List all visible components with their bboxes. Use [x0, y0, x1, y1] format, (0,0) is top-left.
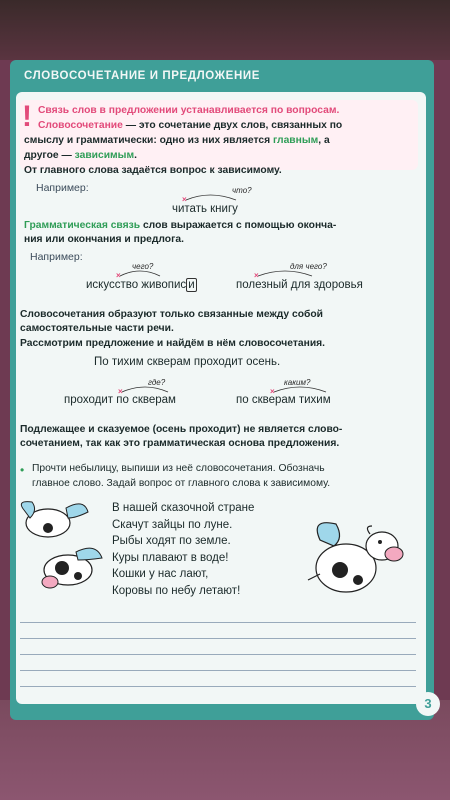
paragraph-line: Рассмотрим предложение и найдём в нём словосочетания. [20, 338, 326, 349]
grammar-line-2: ния или окончания и предлога. [24, 234, 184, 245]
main-word-marker: × [118, 387, 123, 396]
page-number-badge: 3 [416, 692, 440, 716]
exclamation-icon: ! [22, 100, 32, 133]
rule-term-phrase: Словосочетание [38, 120, 123, 131]
rule-line-3 [24, 134, 330, 148]
example-question: где? [148, 378, 166, 387]
example-question: что? [232, 186, 252, 195]
example-question: чего? [132, 262, 154, 271]
task-line: Прочти небылицу, выпиши из неё словосочетания. Обозначь [32, 463, 325, 474]
answer-line[interactable] [20, 686, 416, 687]
poem-line: Рыбы ходят по земле. [112, 535, 231, 547]
poem-line: Коровы по небу летают! [112, 584, 241, 597]
grammar-term: Грамматическая связь [24, 220, 141, 231]
paragraph-line: Словосочетания образуют только связанные между собой [20, 309, 324, 320]
main-word-marker: × [182, 195, 187, 204]
example-question: каким? [284, 378, 311, 387]
main-word-marker: × [116, 271, 121, 280]
phrase-text: искусство живопис [86, 279, 187, 291]
flying-cow-illustration [18, 498, 108, 596]
rule-line-1 [38, 104, 339, 118]
answer-line[interactable] [20, 654, 416, 655]
paragraph-line: самостоятельные части речи. [20, 323, 174, 334]
example-label: Например: [36, 182, 89, 194]
main-word-marker: × [254, 271, 259, 280]
example-phrase: полезный для здоровья [236, 279, 363, 291]
example-sentence: По тихим скверам проходит осень. [94, 356, 281, 368]
poem-line: Скачут зайцы по луне. [112, 518, 233, 531]
rule-text: , а [318, 135, 330, 146]
rule-line-4 [24, 149, 137, 163]
rule-line-2 [38, 119, 342, 133]
example-question: для чего? [290, 262, 327, 271]
task-bullet: • [20, 463, 25, 477]
ending-box: и [188, 279, 195, 291]
rule-term-questions: устанавливается по вопросам. [180, 105, 340, 116]
rule-text: другое — [24, 150, 72, 161]
rule-text: смыслу и грамматически: одно из них является [24, 135, 271, 146]
rule-term-main: главным [273, 135, 319, 146]
example-phrase: проходит по скверам [64, 394, 176, 406]
grammar-text: слов выражается с помощью оконча- [140, 220, 337, 231]
section-title: СЛОВОСОЧЕТАНИЕ И ПРЕДЛОЖЕНИЕ [24, 70, 260, 82]
poem-line: Кошки у нас лают, [112, 568, 209, 580]
nonsense-poem [112, 500, 254, 599]
poem-line: В нашей сказочной стране [112, 502, 255, 514]
task-line: главное слово. Задай вопрос от главного слова к зависимому. [32, 478, 331, 489]
answer-line[interactable] [20, 670, 416, 671]
background-top [0, 0, 450, 60]
answer-line[interactable] [20, 638, 416, 639]
example-phrase [86, 279, 197, 291]
paragraph-line: Подлежащее и сказуемое (осень проходит) не является слово- [20, 424, 343, 435]
example-phrase: по скверам тихим [236, 394, 331, 406]
main-word-marker: × [270, 387, 275, 396]
example-phrase: читать книгу [172, 203, 238, 215]
rule-text: — это сочетание двух слов, связанных по [122, 120, 343, 131]
rule-term-link: Связь слов в предложении [38, 105, 178, 116]
poem-line: Куры плавают в воде! [112, 551, 229, 564]
rule-text: . [134, 150, 137, 161]
paragraph-line: сочетанием, так как это грамматическая основа предложения. [20, 438, 340, 449]
grammar-line-1 [24, 219, 336, 233]
flying-cow-illustration [300, 510, 412, 606]
question-rule: От главного слова задаётся вопрос к зависимому. [24, 165, 282, 176]
rule-term-dependent: зависимым [74, 150, 135, 161]
example-label: Например: [30, 251, 83, 263]
answer-line[interactable] [20, 622, 416, 623]
